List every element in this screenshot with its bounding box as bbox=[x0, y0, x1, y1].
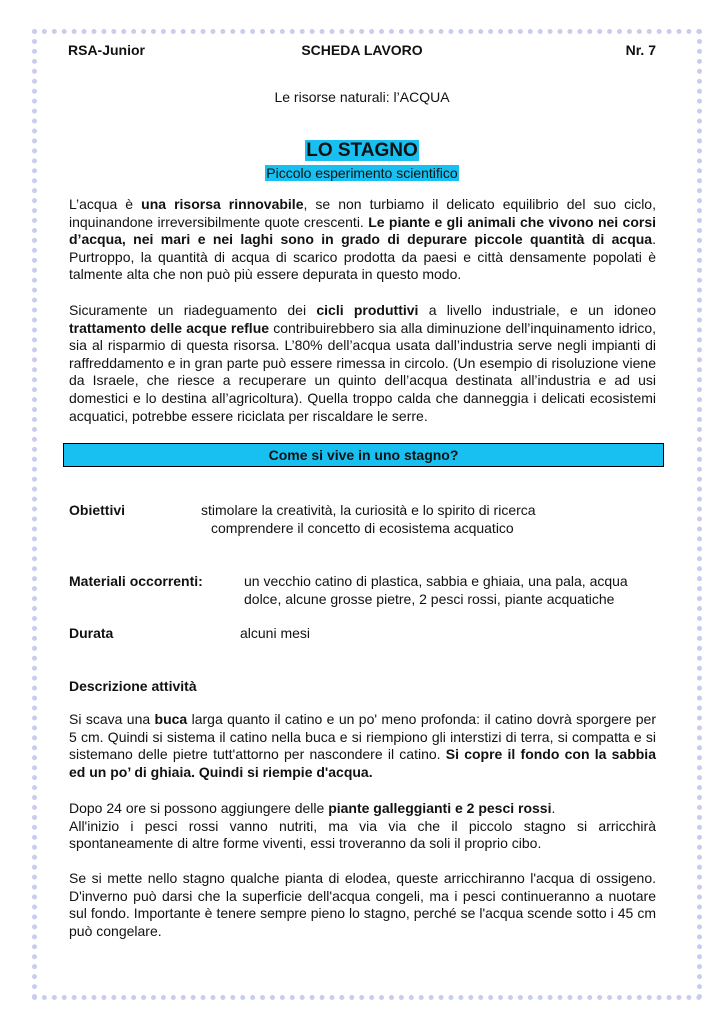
text-run: a livello industriale, e un idoneo bbox=[418, 302, 656, 318]
text-run: Si scava una bbox=[69, 711, 155, 727]
objectives-line-1: stimolare la creatività, la curiosità e lo spirito di ricerca bbox=[201, 502, 536, 518]
paragraph-winter bbox=[69, 870, 656, 940]
text-run: . Purtroppo, la quantità di acqua di scarico prodotta da paesi e città densamente popolati è talmente alta che non può più essere depurata in questo modo. bbox=[69, 231, 656, 283]
page-subtitle-wrap bbox=[0, 164, 724, 183]
bold-text: cicli produttivi bbox=[316, 302, 419, 318]
page-subtitle: Piccolo esperimento scientifico bbox=[266, 165, 458, 181]
paragraph-fish bbox=[69, 800, 656, 853]
header-center: SCHEDA LAVORO bbox=[301, 42, 423, 58]
description-label: Descrizione attività bbox=[69, 678, 197, 694]
page-header bbox=[68, 42, 656, 62]
bold-text: trattamento delle acque reflue bbox=[69, 319, 270, 336]
page-title: LO STAGNO bbox=[306, 140, 418, 161]
duration-value: alcuni mesi bbox=[240, 625, 311, 641]
text-run: , se non turbiamo il delicato equilibrio del suo ciclo, inquinandone irreversibilmente quote crescenti. bbox=[69, 196, 656, 230]
paragraph-intro bbox=[69, 196, 656, 284]
paragraph-industry bbox=[69, 302, 656, 425]
bold-text: una risorsa rinnovabile bbox=[141, 196, 304, 212]
text-run: All'inizio i pesci rossi vanno nutriti, ma via via che il piccolo stagno si arricchirà spontaneamente di altre forme viventi, essi troveranno da soli il proprio cibo. bbox=[69, 817, 656, 852]
materials-line-1: un vecchio catino di plastica, sabbia e ghiaia, una pala, acqua bbox=[244, 573, 628, 589]
duration-label: Durata bbox=[69, 625, 114, 641]
text-run: contribuirebbero sia alla diminuzione dell’inquinamento idrico, sia al risparmio di questa risorsa. L’80% dell’acqua usata dall’industria serve negli impianti di raffreddamento e in gran parte può essere rimessa in circolo. (Un esempio di risoluzione viene da Israele, che riesce a recuperare un quinto dell’acqua destinata all’industria e ad usi domestici e lo destina all’agricoltura). Quella troppo calda che danneggia i delicati ecosistemi acquatici, potrebbe essere riciclata per riscaldare le serre. bbox=[69, 319, 657, 424]
materials-line-2: dolce, alcune grosse pietre, 2 pesci rossi, piante acquatiche bbox=[244, 591, 615, 607]
objectives-line-2: comprendere il concetto di ecosistema acquatico bbox=[211, 520, 514, 536]
page-title-wrap bbox=[0, 140, 724, 162]
header-right: Nr. 7 bbox=[625, 42, 656, 58]
text-run: Se si mette nello stagno qualche pianta di elodea, queste arricchiranno l'acqua di ossigeno. D'inverno può darsi che la superficie dell'acqua congeli, ma i pesci continueranno a nuotare sul fondo. Importante è tenere sempre pieno lo stagno, perché se l'acqua scende sotto i 45 cm può congelare. bbox=[69, 870, 656, 939]
text-run: . bbox=[551, 800, 556, 816]
bold-text: buca bbox=[154, 711, 188, 727]
materials-label: Materiali occorrenti: bbox=[69, 573, 203, 589]
header-left: RSA-Junior bbox=[68, 42, 145, 58]
bold-text: Le piante e gli animali che vivono nei corsi d’acqua, nei mari e nei laghi sono in grado di depurare piccole quantità di acqua bbox=[69, 213, 656, 248]
objectives-label: Obiettivi bbox=[69, 502, 126, 518]
text-run: Dopo 24 ore si possono aggiungere delle bbox=[69, 800, 329, 816]
section-heading-box: Come si vive in uno stagno? bbox=[63, 443, 664, 467]
text-run: L’acqua è bbox=[69, 196, 142, 212]
text-run: larga quanto il catino e un po' meno profonda: il catino dovrà sporgere per 5 cm. Quindi si sistema il catino nella buca e si riempiono gli interstizi di terra, si compatta e si sistemano delle pietre tutt'attorno per nascondere il catino. bbox=[69, 711, 656, 763]
bold-text: piante galleggianti e 2 pesci rossi bbox=[328, 800, 552, 816]
paragraph-dig bbox=[69, 711, 656, 781]
text-run: Sicuramente un riadeguamento dei bbox=[69, 302, 317, 318]
topic-subtitle: Le risorse naturali: l’ACQUA bbox=[274, 89, 450, 105]
bold-text: Si copre il fondo con la sabbia ed un po’ di ghiaia. Quindi si riempie d'acqua. bbox=[69, 746, 656, 780]
